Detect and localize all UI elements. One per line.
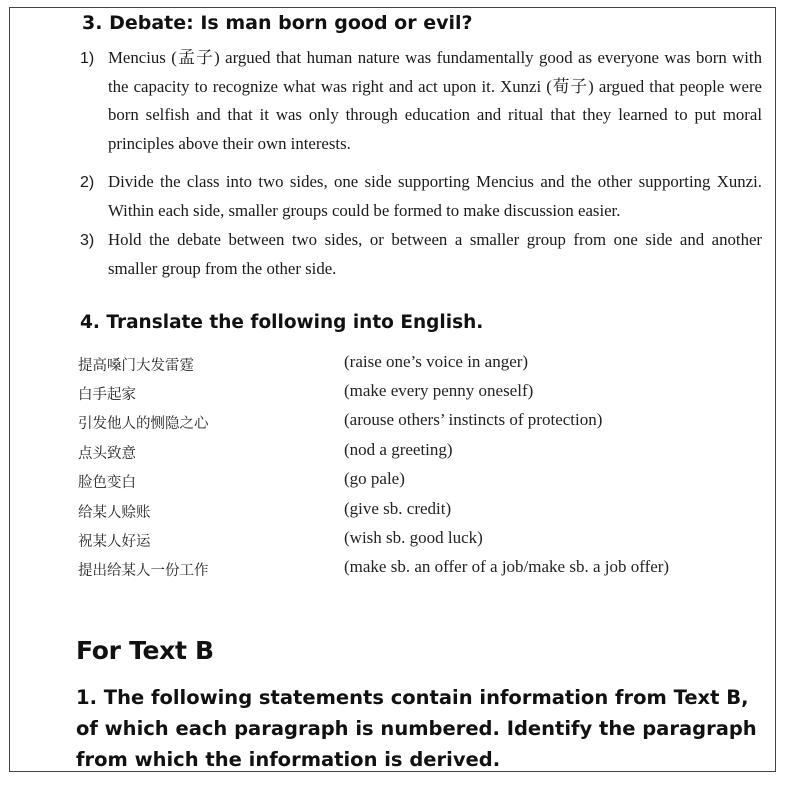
text-b-question-1: 1. The following statements contain information from Text B, of which each paragraph is numbered. Identify the paragraph from which the information is derived. <box>76 686 757 771</box>
chinese-phrase: 提出给某人一份工作 <box>78 563 209 579</box>
english-translation: (arouse others’ instincts of protection) <box>344 410 603 429</box>
chinese-phrase: 点头致意 <box>78 446 136 462</box>
chinese-phrase: 脸色变白 <box>78 475 136 491</box>
section-3-title: Debate: Is man born good or evil? <box>109 12 473 34</box>
debate-item-3 <box>80 226 762 283</box>
english-translation: (go pale) <box>344 469 405 488</box>
section-4-number: 4. <box>80 312 100 333</box>
english-translation: (make every penny oneself) <box>344 381 534 400</box>
translation-row <box>78 555 758 584</box>
translation-row <box>78 350 758 379</box>
chinese-phrase: 白手起家 <box>78 387 136 403</box>
chinese-phrase: 祝某人好运 <box>78 534 151 550</box>
text-b-heading: For Text B <box>76 636 214 665</box>
section-3-number: 3. <box>82 12 103 34</box>
english-translation: (wish sb. good luck) <box>344 528 483 547</box>
chinese-phrase: 引发他人的恻隐之心 <box>78 416 209 432</box>
english-translation: (nod a greeting) <box>344 440 453 459</box>
debate-item-text: Hold the debate between two sides, or between a smaller group from one side and another smaller group from the other side. <box>108 230 762 278</box>
translation-row <box>78 438 758 467</box>
english-translation: (give sb. credit) <box>344 499 452 518</box>
english-translation: (raise one’s voice in anger) <box>344 352 529 371</box>
debate-item-text: Mencius (孟子) argued that human nature was fundamentally good as everyone was born with the capacity to recognize what was right and act upon it. Xunzi (荀子) argued that people were born selfish and that it was only through education and ritual that they learned to put moral principles above their own interests. <box>108 48 762 154</box>
english-translation: (make sb. an offer of a job/make sb. a job offer) <box>344 557 670 576</box>
debate-item-number: 2) <box>80 174 95 191</box>
translation-row <box>78 467 758 496</box>
page-frame <box>9 7 776 772</box>
section-4-title: Translate the following into English. <box>106 312 484 333</box>
translation-row <box>78 497 758 526</box>
section-4-heading <box>80 312 483 333</box>
debate-item-number: 3) <box>80 232 95 249</box>
translation-row <box>78 408 758 437</box>
translation-row <box>78 379 758 408</box>
chinese-phrase: 给某人赊账 <box>78 505 151 521</box>
translation-row <box>78 526 758 555</box>
chinese-phrase: 提高嗓门大发雷霆 <box>78 358 194 374</box>
section-3-heading <box>82 12 473 34</box>
debate-item-text: Divide the class into two sides, one side supporting Mencius and the other supporting Xunzi. Within each side, smaller groups could be formed to make discussion easier. <box>108 172 762 220</box>
debate-item-2 <box>80 168 762 225</box>
debate-item-number: 1) <box>80 50 95 67</box>
debate-item-1 <box>80 44 762 159</box>
